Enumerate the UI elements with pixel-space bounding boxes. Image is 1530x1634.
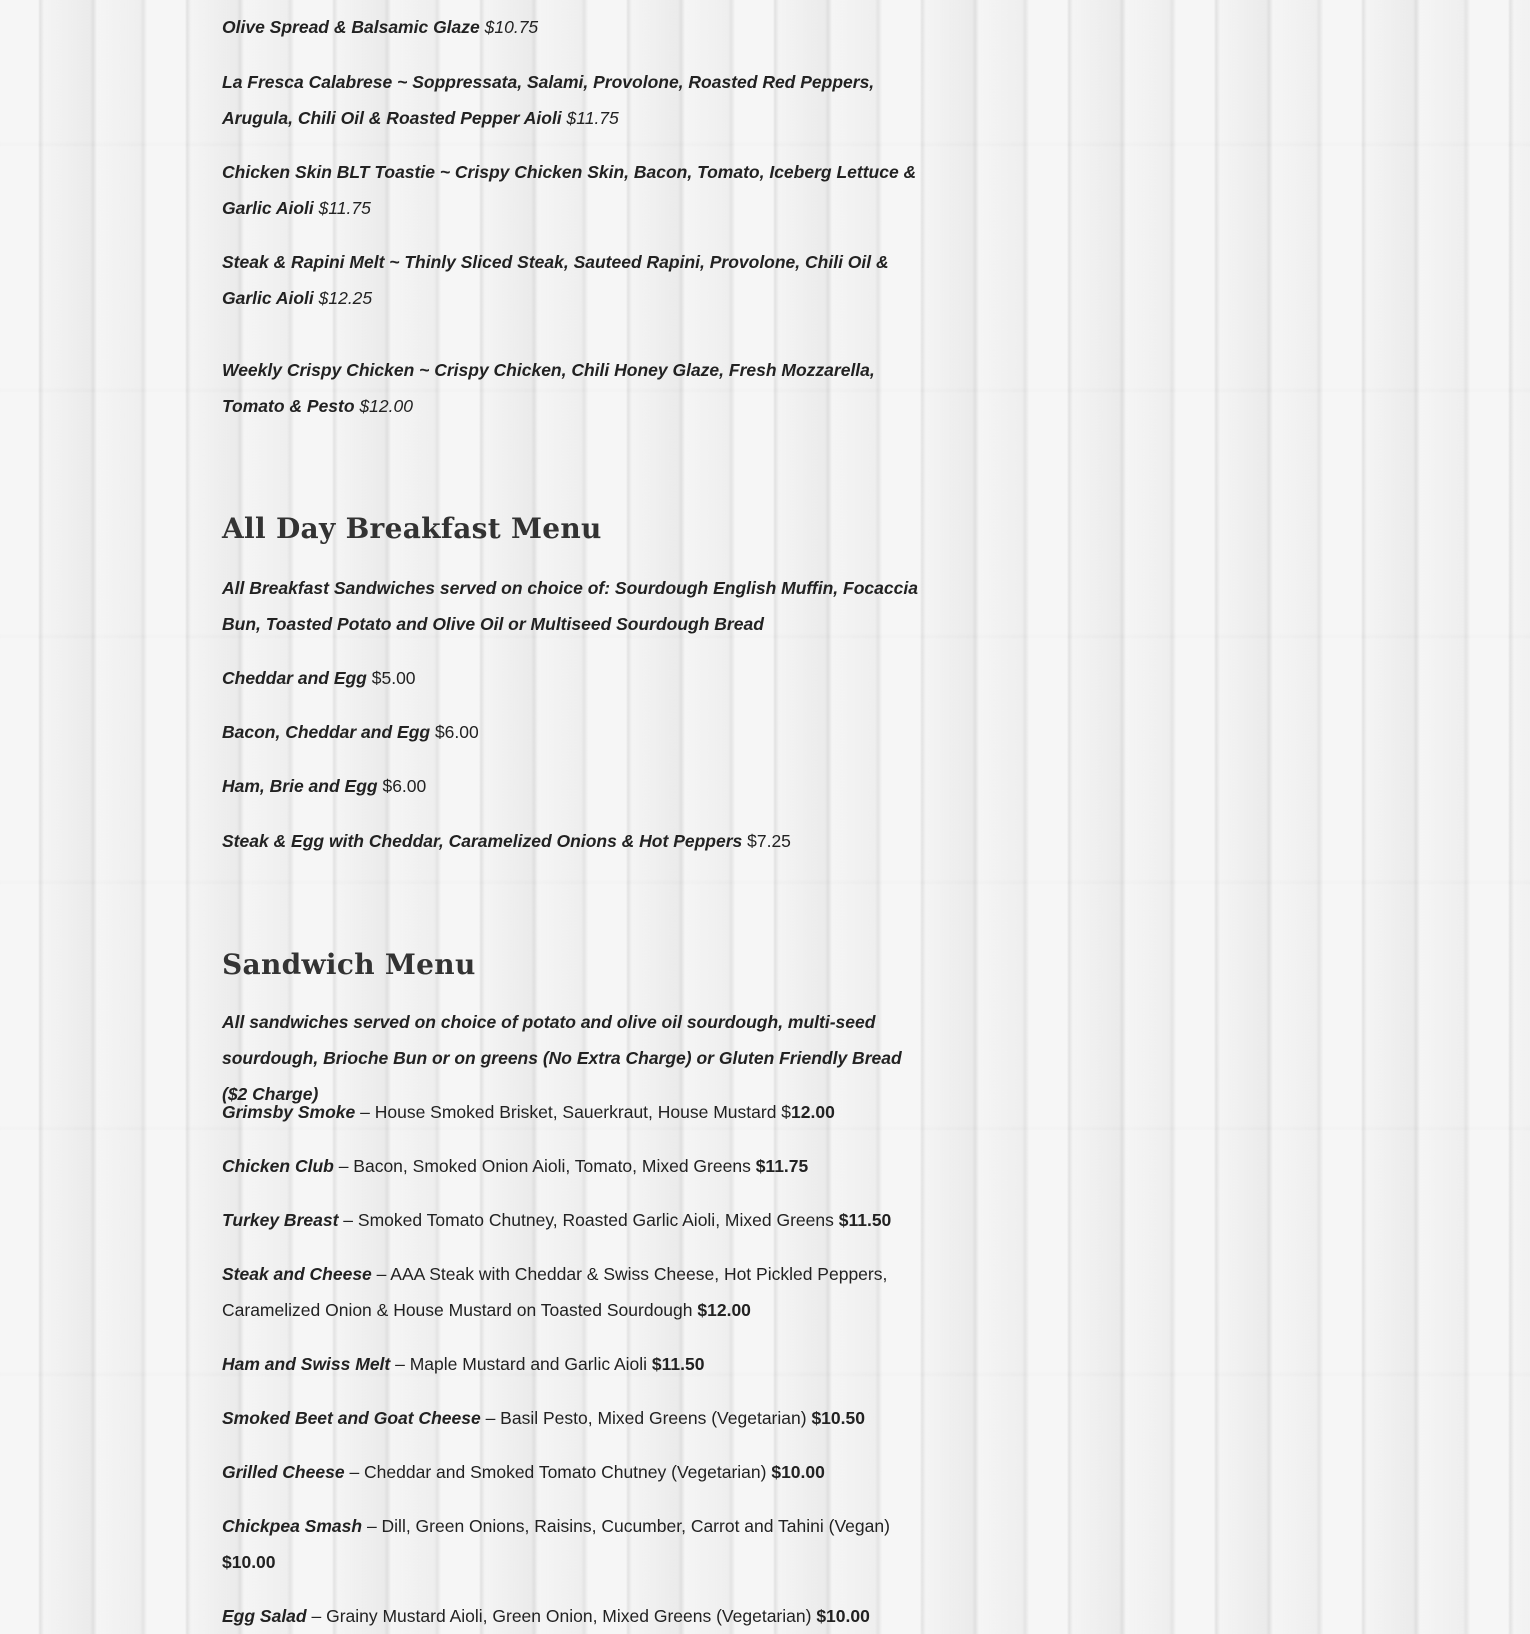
menu-item-desc: Crispy Chicken, Chili Honey Glaze, Fresh Mozzarella, Tomato & Pesto	[222, 360, 875, 416]
menu-item-price: $11.75	[318, 198, 371, 218]
menu-item-name: Egg Salad	[222, 1606, 307, 1626]
sandwich-menu-heading: Sandwich Menu	[222, 948, 476, 981]
menu-item-cropped	[222, 9, 922, 45]
breakfast-item	[222, 823, 922, 859]
menu-item-price: $10.00	[222, 1552, 276, 1572]
sandwich-item	[222, 1508, 922, 1580]
sandwich-item	[222, 1202, 922, 1238]
menu-item-name: Smoked Beet and Goat Cheese	[222, 1408, 481, 1428]
menu-item-price: $12.00	[359, 396, 413, 416]
menu-item-chicken-skin-blt	[222, 154, 922, 226]
menu-item-desc: – Bacon, Smoked Onion Aioli, Tomato, Mixed Greens	[338, 1156, 751, 1176]
menu-item-desc: Thinly Sliced Steak, Sauteed Rapini, Provolone, Chili Oil & Garlic Aioli	[222, 252, 889, 308]
menu-item-desc: – Maple Mustard and Garlic Aioli	[395, 1354, 648, 1374]
menu-item-name: Turkey Breast	[222, 1210, 339, 1230]
menu-item-name: Steak & Rapini Melt ~	[222, 252, 400, 272]
menu-item-name: Grimsby Smoke	[222, 1102, 356, 1122]
menu-item-name: Steak & Egg with Cheddar, Caramelized Onions & Hot Peppers	[222, 831, 743, 851]
menu-item-desc: Soppressata, Salami, Provolone, Roasted Red Peppers, Arugula, Chili Oil & Roasted Pepper Aioli	[222, 72, 875, 128]
menu-item-price: $10.75	[484, 17, 539, 37]
menu-item-price: $10.00	[816, 1606, 870, 1626]
menu-item-steak-rapini-melt	[222, 244, 922, 316]
menu-item-name: La Fresca Calabrese ~	[222, 72, 408, 92]
menu-item-price: $11.75	[566, 108, 619, 128]
menu-item-price: $12.25	[318, 288, 373, 308]
menu-item-desc: – Grainy Mustard Aioli, Green Onion, Mixed Greens (Vegetarian)	[311, 1606, 812, 1626]
menu-item-name: Cheddar and Egg	[222, 668, 367, 688]
menu-item-name: Grilled Cheese	[222, 1462, 345, 1482]
sandwich-item	[222, 1094, 922, 1130]
menu-item-price: $12.00	[697, 1300, 751, 1320]
menu-item-price: $10.00	[771, 1462, 825, 1482]
menu-item-price: $11.75	[755, 1156, 809, 1176]
breakfast-menu-heading: All Day Breakfast Menu	[222, 512, 602, 545]
menu-item-price: $5.00	[371, 668, 416, 688]
menu-item-price: 12.00	[791, 1102, 835, 1122]
breakfast-item	[222, 768, 922, 804]
menu-item-name: Chicken Club	[222, 1156, 334, 1176]
menu-item-name: Steak and Cheese	[222, 1264, 372, 1284]
breakfast-intro: All Breakfast Sandwiches served on choice of: Sourdough English Muffin, Focaccia Bun, Toasted Potato and Olive Oil or Multiseed Sourdough Bread	[222, 578, 918, 634]
menu-item-desc: – House Smoked Brisket, Sauerkraut, House Mustard $	[360, 1102, 792, 1122]
sandwich-item	[222, 1346, 922, 1382]
breakfast-item	[222, 714, 922, 750]
sandwich-item	[222, 1148, 922, 1184]
menu-item-desc: – Smoked Tomato Chutney, Roasted Garlic Aioli, Mixed Greens	[343, 1210, 834, 1230]
menu-item-name: Chickpea Smash	[222, 1516, 363, 1536]
menu-item-name: Weekly Crispy Chicken ~	[222, 360, 430, 380]
menu-item-name: Ham and Swiss Melt	[222, 1354, 391, 1374]
menu-item-desc: – Basil Pesto, Mixed Greens (Vegetarian)	[485, 1408, 807, 1428]
menu-item-desc: Olive Spread & Balsamic Glaze	[222, 17, 480, 37]
sandwich-intro: All sandwiches served on choice of potato and olive oil sourdough, multi-seed sourdough, Brioche Bun or on greens (No Extra Charge) or Gluten Friendly Bread ($2 Charge)	[222, 1012, 902, 1104]
menu-item-la-fresca-calabrese	[222, 64, 922, 136]
menu-item-price: $10.50	[811, 1408, 865, 1428]
menu-item-name: Ham, Brie and Egg	[222, 776, 378, 796]
menu-item-name: Bacon, Cheddar and Egg	[222, 722, 431, 742]
menu-item-desc: Crispy Chicken Skin, Bacon, Tomato, Iceberg Lettuce & Garlic Aioli	[222, 162, 917, 218]
sandwich-item	[222, 1256, 922, 1328]
sandwich-item	[222, 1400, 922, 1436]
menu-item-price: $6.00	[434, 722, 479, 742]
menu-item-desc: – Cheddar and Smoked Tomato Chutney (Vegetarian)	[349, 1462, 767, 1482]
breakfast-item	[222, 660, 922, 696]
menu-item-desc: – Dill, Green Onions, Raisins, Cucumber, Carrot and Tahini (Vegan)	[366, 1516, 890, 1536]
menu-item-desc: – AAA Steak with Cheddar & Swiss Cheese, Hot Pickled Peppers, Caramelized Onion & House Mustard on Toasted Sourdough	[222, 1264, 888, 1320]
sandwich-item-cropped	[222, 1598, 922, 1634]
sandwich-item	[222, 1454, 922, 1490]
menu-item-price: $7.25	[747, 831, 791, 851]
menu-item-price: $6.00	[382, 776, 427, 796]
menu-item-price: $11.50	[651, 1354, 705, 1374]
menu-item-name: Chicken Skin BLT Toastie ~	[222, 162, 451, 182]
menu-item-weekly-crispy-chicken	[222, 352, 922, 424]
menu-item-price: $11.50	[838, 1210, 892, 1230]
